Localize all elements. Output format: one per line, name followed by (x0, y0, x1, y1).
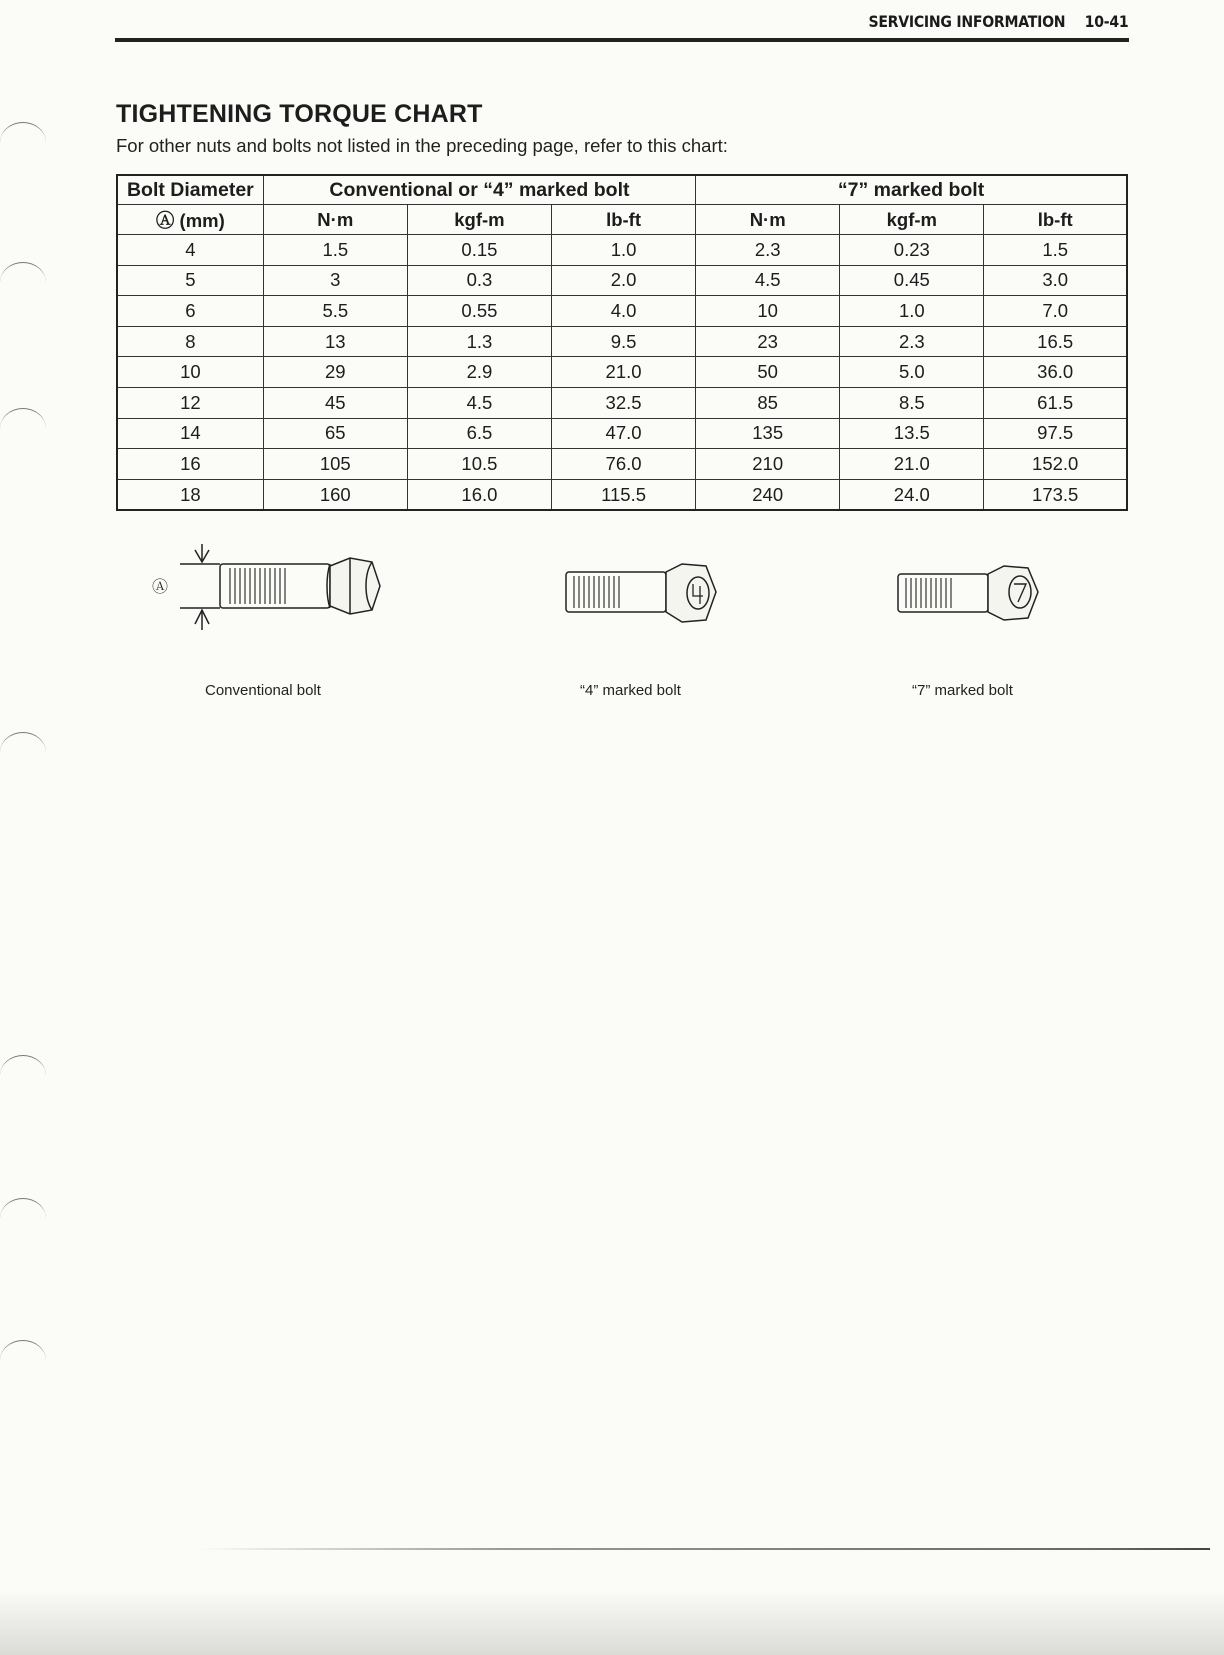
header-conv-nm: N·m (263, 205, 407, 235)
cell-conv-nm: 105 (263, 449, 407, 480)
cell-conv-nm: 13 (263, 326, 407, 357)
binder-mark (0, 732, 46, 773)
table-row (117, 479, 1127, 510)
cell-seven-nm: 210 (696, 449, 840, 480)
table-row (117, 326, 1127, 357)
cell-conv-kgfm: 0.55 (407, 296, 551, 327)
table-row (117, 387, 1127, 418)
cell-seven-kgfm: 5.0 (840, 357, 984, 388)
cell-conv-lbft: 2.0 (551, 265, 695, 296)
cell-conv-nm: 5.5 (263, 296, 407, 327)
cell-conv-nm: 1.5 (263, 235, 407, 266)
cell-seven-lbft: 97.5 (984, 418, 1127, 449)
cell-seven-nm: 10 (696, 296, 840, 327)
cell-conv-kgfm: 2.9 (407, 357, 551, 388)
cell-conv-kgfm: 4.5 (407, 387, 551, 418)
binder-mark (0, 1340, 46, 1381)
cell-conv-kgfm: 0.15 (407, 235, 551, 266)
cell-conv-nm: 29 (263, 357, 407, 388)
cell-conv-kgfm: 6.5 (407, 418, 551, 449)
cell-conv-lbft: 115.5 (551, 479, 695, 510)
cell-seven-nm: 50 (696, 357, 840, 388)
cell-seven-kgfm: 21.0 (840, 449, 984, 480)
binder-mark (0, 122, 46, 163)
table-row (117, 418, 1127, 449)
cell-diameter: 4 (117, 235, 263, 266)
cell-conv-lbft: 47.0 (551, 418, 695, 449)
cell-conv-lbft: 21.0 (551, 357, 695, 388)
cell-conv-kgfm: 10.5 (407, 449, 551, 480)
cell-conv-kgfm: 16.0 (407, 479, 551, 510)
cell-seven-lbft: 173.5 (984, 479, 1127, 510)
seven-marked-bolt-caption: “7” marked bolt (912, 682, 1013, 699)
cell-seven-lbft: 1.5 (984, 235, 1127, 266)
cell-seven-nm: 2.3 (696, 235, 840, 266)
four-marked-bolt-caption: “4” marked bolt (580, 682, 681, 699)
dimension-a-label: Ⓐ (152, 577, 169, 596)
binder-mark (0, 408, 46, 449)
cell-seven-kgfm: 0.23 (840, 235, 984, 266)
cell-seven-lbft: 152.0 (984, 449, 1127, 480)
cell-seven-lbft: 16.5 (984, 326, 1127, 357)
bottom-rule (200, 1548, 1210, 1550)
table-unit-row (117, 205, 1127, 235)
cell-conv-nm: 65 (263, 418, 407, 449)
cell-seven-kgfm: 24.0 (840, 479, 984, 510)
cell-conv-lbft: 76.0 (551, 449, 695, 480)
table-row (117, 265, 1127, 296)
cell-seven-lbft: 3.0 (984, 265, 1127, 296)
cell-diameter: 18 (117, 479, 263, 510)
torque-table (116, 174, 1128, 511)
intro-text: For other nuts and bolts not listed in the preceding page, refer to this chart: (116, 135, 728, 156)
cell-seven-nm: 240 (696, 479, 840, 510)
cell-seven-nm: 23 (696, 326, 840, 357)
cell-conv-lbft: 9.5 (551, 326, 695, 357)
header-section: SERVICING INFORMATION (868, 12, 1065, 31)
cell-conv-nm: 160 (263, 479, 407, 510)
header-bolt-diameter: Bolt Diameter (117, 175, 263, 205)
header-seven-lbft: lb-ft (984, 205, 1127, 235)
header-conv-kgfm: kgf-m (407, 205, 551, 235)
cell-conv-nm: 45 (263, 387, 407, 418)
binder-mark (0, 1055, 46, 1096)
header-page-number: 10-41 (1084, 12, 1128, 31)
cell-seven-nm: 4.5 (696, 265, 840, 296)
cell-diameter: 12 (117, 387, 263, 418)
cell-conv-lbft: 4.0 (551, 296, 695, 327)
binder-mark (0, 1198, 46, 1239)
cell-conv-lbft: 1.0 (551, 235, 695, 266)
cell-seven-lbft: 36.0 (984, 357, 1127, 388)
conventional-bolt-figure (150, 540, 390, 640)
header-conventional-group: Conventional or “4” marked bolt (263, 175, 695, 205)
cell-seven-lbft: 61.5 (984, 387, 1127, 418)
cell-diameter: 6 (117, 296, 263, 327)
header-bolt-diameter-unit: Ⓐ (mm) (117, 205, 263, 235)
binder-mark (0, 262, 46, 303)
cell-seven-nm: 135 (696, 418, 840, 449)
cell-conv-lbft: 32.5 (551, 387, 695, 418)
header-seven-group: “7” marked bolt (696, 175, 1127, 205)
cell-diameter: 5 (117, 265, 263, 296)
seven-marked-bolt-figure (888, 560, 1058, 630)
running-header (868, 12, 1128, 31)
cell-seven-kgfm: 0.45 (840, 265, 984, 296)
conventional-bolt-caption: Conventional bolt (205, 682, 321, 699)
torque-table-body (117, 235, 1127, 511)
table-row (117, 357, 1127, 388)
page-title: TIGHTENING TORQUE CHART (116, 100, 483, 128)
header-conv-lbft: lb-ft (551, 205, 695, 235)
cell-seven-kgfm: 8.5 (840, 387, 984, 418)
cell-conv-nm: 3 (263, 265, 407, 296)
cell-diameter: 8 (117, 326, 263, 357)
four-marked-bolt-figure (560, 560, 730, 630)
table-row (117, 449, 1127, 480)
cell-seven-lbft: 7.0 (984, 296, 1127, 327)
header-seven-nm: N·m (696, 205, 840, 235)
header-seven-kgfm: kgf-m (840, 205, 984, 235)
cell-seven-kgfm: 1.0 (840, 296, 984, 327)
cell-diameter: 14 (117, 418, 263, 449)
cell-seven-kgfm: 2.3 (840, 326, 984, 357)
cell-diameter: 10 (117, 357, 263, 388)
table-row (117, 235, 1127, 266)
scan-shadow (0, 1590, 1224, 1655)
cell-conv-kgfm: 0.3 (407, 265, 551, 296)
table-header-row (117, 175, 1127, 205)
header-rule (115, 38, 1129, 42)
table-row (117, 296, 1127, 327)
cell-conv-kgfm: 1.3 (407, 326, 551, 357)
cell-seven-kgfm: 13.5 (840, 418, 984, 449)
cell-diameter: 16 (117, 449, 263, 480)
cell-seven-nm: 85 (696, 387, 840, 418)
